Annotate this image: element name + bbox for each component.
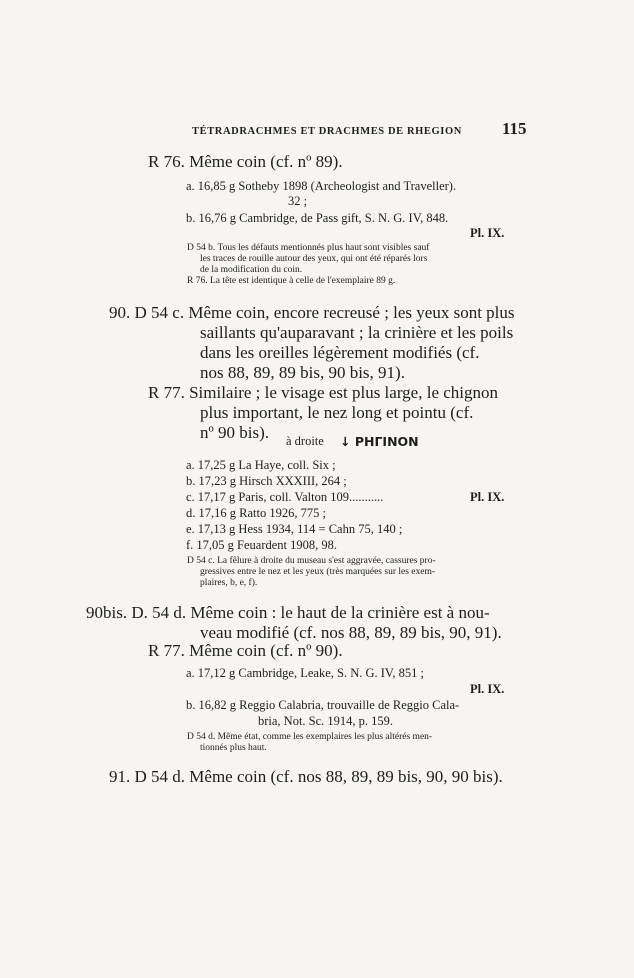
r76-item-b: b. 16,76 g Cambridge, de Pass gift, S. N. G. IV, 848.	[186, 211, 449, 225]
running-title: TÉTRADRACHMES ET DRACHMES DE RHEGION	[192, 126, 462, 137]
entry-90bis-item-a: a. 17,12 g Cambridge, Leake, S. N. G. IV, 851 ;	[186, 666, 424, 680]
entry-90-r77-line-1: R 77. Similaire ; le visage est plus large, le chignon	[148, 383, 499, 402]
entry-90-item-b: b. 17,23 g Hirsch XXXIII, 264 ;	[186, 474, 347, 488]
entry-90bis-r77: R 77. Même coin (cf. nº 90).	[148, 641, 343, 660]
entry-90-item-f: f. 17,05 g Feuardent 1908, 98.	[186, 538, 338, 552]
entry-90-item-e: e. 17,13 g Hess 1934, 114 = Cahn 75, 140 ;	[186, 522, 403, 536]
entry-90-line-3: dans les oreilles légèrement modifiés (cf.	[200, 343, 480, 362]
entry-90bis-item-b-line-2: bria, Not. Sc. 1914, p. 159.	[258, 714, 394, 728]
note-r76: R 76. La tête est identique à celle de l'exemplaire 89 g.	[187, 276, 396, 286]
entry-90bis-line-2: veau modifié (cf. nos 88, 89, 89 bis, 90, 91).	[200, 623, 502, 642]
entry-90-r77-line-2: plus important, le nez long et pointu (cf.	[200, 403, 474, 422]
note-d54d-line-2: tionnés plus haut.	[200, 743, 267, 753]
entry-90-line-4: nos 88, 89, 89 bis, 90 bis, 91).	[200, 363, 405, 382]
entry-90-line-2: saillants qu'auparavant ; la crinière et les poils	[200, 323, 514, 342]
note-d54c-line-3: plaires, b, e, f).	[200, 578, 258, 588]
legend-greek: ↓ PHΓINON	[340, 434, 419, 449]
legend-direction: à droite	[286, 434, 324, 448]
note-d54d-line-1: D 54 d. Même état, comme les exemplaires les plus altérés men-	[187, 732, 433, 742]
entry-90-r77-line-3: nº 90 bis).	[200, 423, 270, 442]
entry-90bis-line-1: 90bis. D. 54 d. Même coin : le haut de la crinière est à nou-	[86, 603, 490, 622]
entry-90-item-c: c. 17,17 g Paris, coll. Valton 109...........	[186, 490, 384, 504]
entry-90-item-d: d. 17,16 g Ratto 1926, 775 ;	[186, 506, 326, 520]
entry-90bis-item-b-line-1: b. 16,82 g Reggio Calabria, trouvaille de Reggio Cala-	[186, 698, 460, 712]
r76-item-b-plate: Pl. IX.	[470, 226, 505, 240]
entry-90-item-c-plate: Pl. IX.	[470, 490, 505, 504]
note-d54b-line-3: de la modification du coin.	[200, 265, 303, 275]
entry-90bis-item-a-plate: Pl. IX.	[470, 682, 505, 696]
r76-line: R 76. Même coin (cf. nº 89).	[148, 152, 343, 171]
r76-item-a-line-2: 32 ;	[288, 194, 308, 208]
note-d54c-line-1: D 54 c. La fêlure à droite du museau s'est aggravée, cassures pro-	[187, 556, 436, 566]
note-d54b-line-1: D 54 b. Tous les défauts mentionnés plus haut sont visibles sauf	[187, 243, 430, 253]
entry-91-line: 91. D 54 d. Même coin (cf. nos 88, 89, 89 bis, 90, 90 bis).	[109, 767, 503, 786]
entry-90-line-1: 90. D 54 c. Même coin, encore recreusé ; les yeux sont plus	[109, 303, 515, 322]
page-number: 115	[502, 119, 527, 138]
note-d54c-line-2: gressives entre le nez et les yeux (très marquées sur les exem-	[200, 567, 436, 577]
r76-item-a-line-1: a. 16,85 g Sotheby 1898 (Archeologist and Traveller).	[186, 179, 457, 193]
entry-90-item-a: a. 17,25 g La Haye, coll. Six ;	[186, 458, 336, 472]
note-d54b-line-2: les traces de rouille autour des yeux, qui ont été réparés lors	[200, 254, 428, 264]
